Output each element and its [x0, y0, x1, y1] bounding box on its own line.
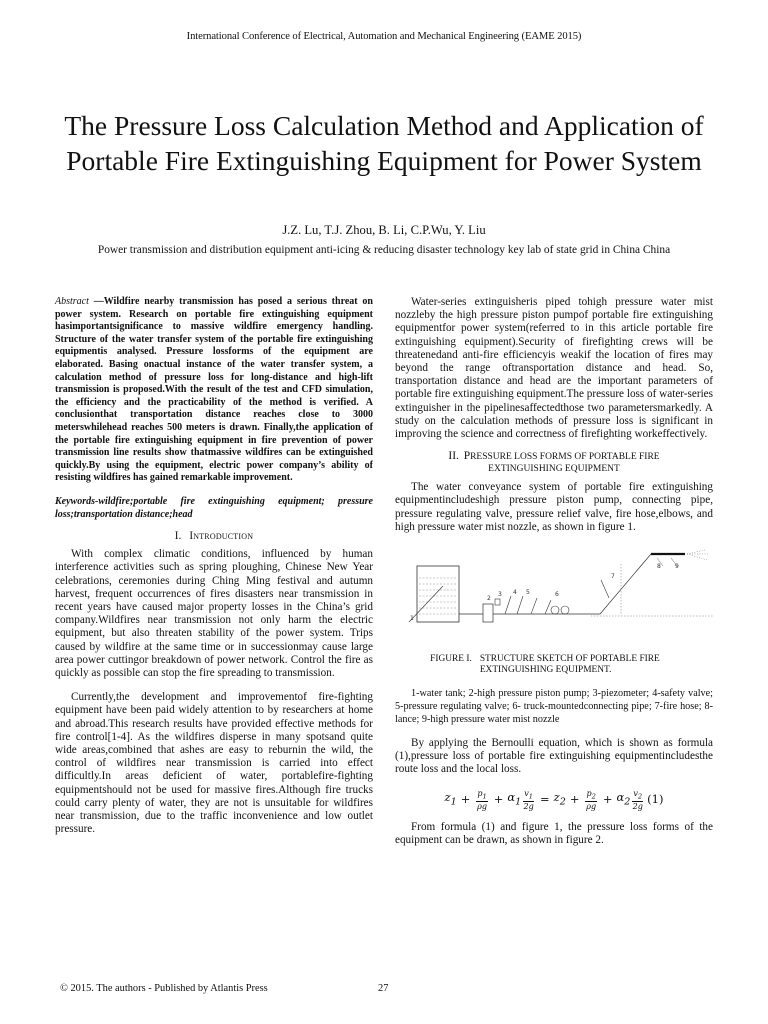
- section-title: Introduction: [189, 530, 254, 543]
- part-number: 8: [657, 563, 661, 571]
- part-number: 6: [555, 591, 559, 599]
- formula-fraction: $\frac{v_2}{2g}$: [632, 788, 643, 812]
- part-number: 5: [526, 589, 530, 597]
- section-heading-introduction: [55, 530, 373, 543]
- abstract-dash: —: [88, 296, 104, 307]
- paper-title: The Pressure Loss Calculation Method and Application of Portable Fire Extinguishing Equipment for Power System: [64, 110, 704, 176]
- formula-z2: $z_2$: [553, 790, 566, 808]
- part-number: 2: [487, 595, 491, 603]
- formula-alpha1: $\alpha_1$: [507, 790, 522, 808]
- intro-paragraph-2: Currently,the development and improvementof fire-fighting equipment have been paid widely attention to by researchers at home and abroad.This research results have provided effective methods for fire control[1-4]. As the wildfires disperse in many spotsand quite wide areas,combined that ashes are easy to reburnin the wild, the control of wildfires near transmission is carried into effect difficultly.In areas deficient of water, portablefire-fighting equipmentshould not be used for massive fires.Although fire trucks could carry plenty of water, they are not is unsuitable for wildfires near transmission, due to the traffic inconvenience and low outlet pressure.: [55, 691, 373, 836]
- intro-paragraph-1: With complex climatic conditions, influenced by human interference activities such as spring ploughing, Chinese New Year celebrations, ceremonies during Ching Ming festival and autumn harvest, frequent occurrences of fires disasters near transmission in recent years have caused major property losses in the China’s grid company.Wildfires near transmission not only harm the electric equipment, but also threaten stability of the power system. Trips caused by wildfire at the same time or in successionmay cause large area power cuttingor breakdown of power network. Control the fire as quickly as possible can stop the fire spreading to transmission.: [55, 548, 373, 679]
- affiliation: Power transmission and distribution equipment anti-icing & reducing disaster technology key lab of state grid in China China: [97, 244, 671, 256]
- part-number: 7: [611, 573, 615, 581]
- keywords: Keywords-wildfire;portable fire extinguishing equipment; pressure loss;transportation distance;head: [55, 495, 373, 520]
- left-column: [55, 296, 373, 836]
- right-column: [395, 296, 713, 848]
- conference-header: International Conference of Electrical, Automation and Mechanical Engineering (EAME 2015): [186, 31, 582, 42]
- formula-fraction: $\frac{v_1}{2g}$: [523, 788, 534, 812]
- page-number: 27: [378, 983, 389, 994]
- part-number: 1: [410, 615, 414, 623]
- abstract-text: Wildfire nearby transmission has posed a serious threat on power system. Research on portable fire extinguishing equipment hasimportantsignificance to massive wildfire emergency handling. Structure of the water transfer system of the portable fire extinguishing equipmentis analysed. Pressure lossforms of the equipment are elaborated. Basing onactual instance of the water transfer system, a calculation method of pressure loss for long-distance and high-lift transmission is proposed.With the result of the test and CFD simulation, the efficiency and the practicability of the method is verified. A conclusionthat transportation distance reaches close to 3000 meterswhilehead reaches 500 meters is drawn. Finally,the application of the portable fire extinguishing equipment in fire prevention of power transmission line results show thatmassive wildfires can be extinguished quickly.By using the equipment, electric power company’s ability of resisting wildfires has gained remarkable improvement.: [55, 296, 373, 484]
- structure-sketch-drawing: [395, 544, 713, 652]
- bernoulli-formula: $z_1$ + $\frac{p_1}{\rho g}$ + $\alpha_1$ $\frac{v_1}{2g}$ = $z_2$ + $\frac{p_2}{\rho g}$ + $\alpha_2$ $\frac{v_2}{2g}$ (1): [444, 788, 664, 812]
- bernoulli-paragraph: By applying the Bernoulli equation, which is shown as formula (1),pressure loss of portable fire extinguishing equipmentincludesthe route loss and the local loss.: [395, 737, 713, 776]
- author-list: J.Z. Lu, T.J. Zhou, B. Li, C.P.Wu, Y. Liu: [282, 223, 486, 237]
- right-intro-paragraph: Water-series extinguisheris piped tohigh pressure water mist nozzleby the high pressure piston pumpof portable fire extinguishing equipmentfor power system(referred to in this article portable fire extinguishing equipment).Security of firefighting crews will be threatenedand anti-fire efficiencyis weakif the location of fires may beyond the range oftransportation distance and head. So, transportation distance and head are the important parameters of portable fire extinguishing equipment.The pressure loss of water-series extinguisher in the pipelinesaffectedthose two parametersmarkedly. A study on the calculation methods of pressure loss is significant in improving the science and correctness of firefighting workeffectively.: [395, 296, 713, 441]
- abstract-label: Abstract: [55, 296, 89, 307]
- formula-z1: $z_1$: [444, 790, 457, 808]
- part-number: 9: [675, 563, 679, 571]
- section-heading-pressure-loss: [395, 450, 713, 475]
- formula-number: (1): [647, 792, 664, 807]
- formula-alpha2: $\alpha_2$: [616, 790, 631, 808]
- formula-fraction: $\frac{p_1}{\rho g}$: [477, 788, 487, 812]
- section-number: I.: [174, 530, 182, 543]
- section-title-first-letter: P: [463, 450, 471, 463]
- section-title-line2: EXTINGUISHING EQUIPMENT: [488, 464, 620, 475]
- after-formula-paragraph: From formula (1) and figure 1, the pressure loss forms of the equipment can be drawn, as shown in figure 2.: [395, 821, 713, 847]
- copyright-footer: © 2015. The authors - Published by Atlantis Press: [60, 983, 268, 994]
- abstract: [55, 296, 373, 485]
- figure-label: FIGURE I.: [430, 654, 472, 665]
- section2-paragraph-1: The water conveyance system of portable fire extinguishing equipmentincludeshigh pressure piston pump, connecting pipe, pressure regulating valve, pressure relief valve, fire hose,elbows, and high pressure water mist nozzle, as shown in figure 1.: [395, 481, 713, 533]
- figure-caption-text: STRUCTURE SKETCH OF PORTABLE FIRE EXTINGUISHING EQUIPMENT.: [479, 654, 660, 676]
- section-number: II.: [448, 450, 459, 463]
- figure-caption: [395, 654, 713, 676]
- part-number: 3: [498, 591, 502, 599]
- section-title-rest: RESSURE LOSS FORMS OF PORTABLE FIRE: [470, 452, 660, 463]
- part-number: 4: [513, 589, 517, 597]
- structure-sketch-figure: [395, 544, 713, 652]
- formula-fraction: $\frac{p_2}{\rho g}$: [586, 788, 597, 812]
- figure-legend: 1-water tank; 2-high pressure piston pump; 3-piezometer; 4-safety valve; 5-pressure regulating valve; 6- truck-mountedconnecting pipe; 7-fire hose; 8-lance; 9-high pressure water mist nozzle: [395, 688, 713, 726]
